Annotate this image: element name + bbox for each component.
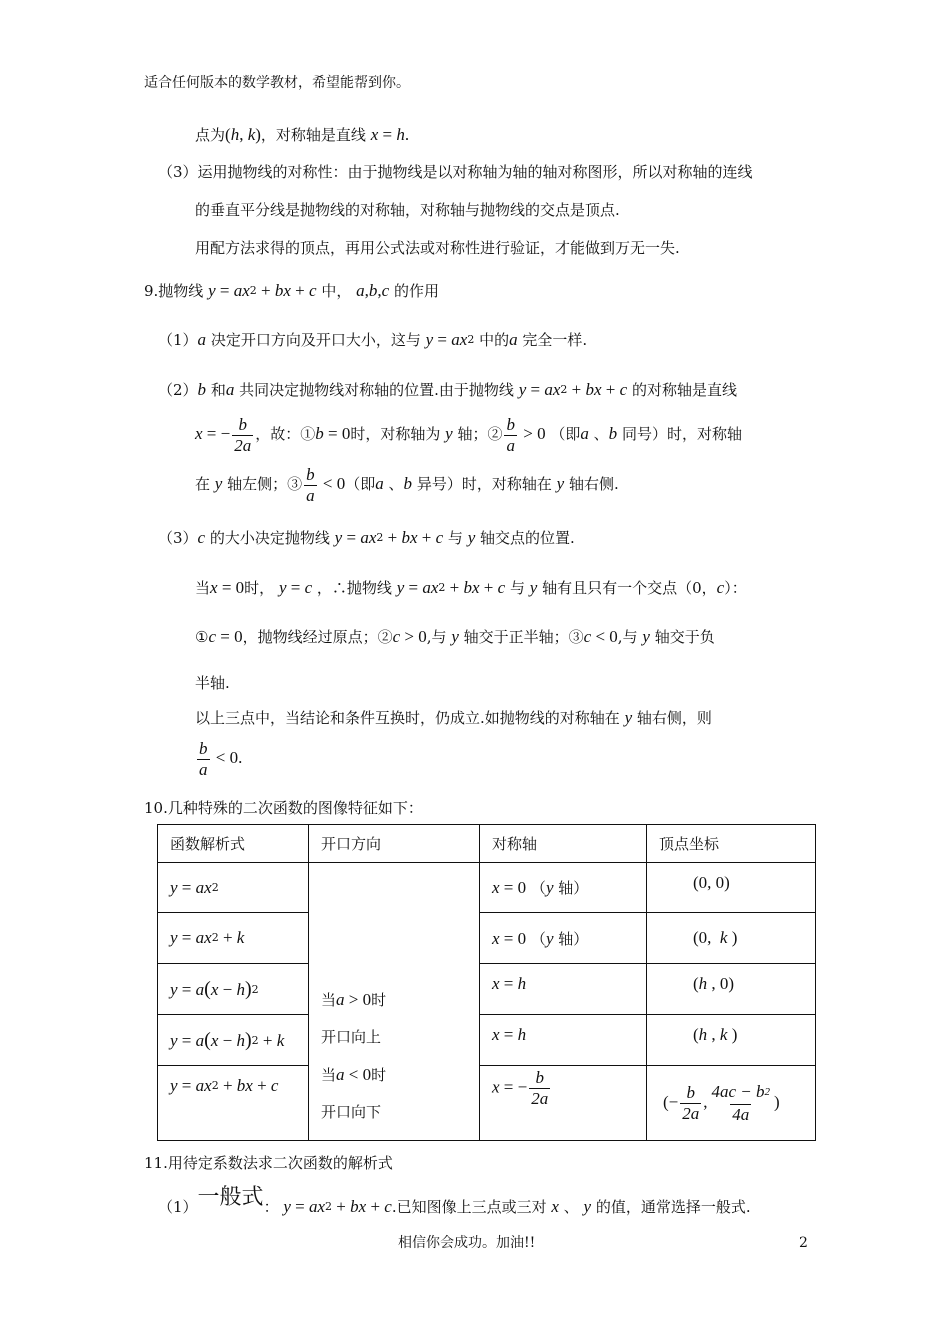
sec9-item3-line5: 以上三点中，当结论和条件互换时，仍成立.如抛物线的对称轴在 y 轴右侧，则 xyxy=(195,708,712,727)
page-header: 适合任何版本的数学教材，希望能帮到你。 xyxy=(144,75,410,91)
vertex-line: 点为(h, k)，对称轴是直线 x = h. xyxy=(195,125,410,144)
opening-cell: 当a > 0时 开口向上 当a < 0时 开口向下 xyxy=(309,863,480,1141)
table-cell: x = − $\frac{b}{2a}$ xyxy=(480,1066,647,1141)
table-cell: y = ax2 + bx + c xyxy=(158,1066,309,1141)
table-cell: y = a(x − h)2 + k xyxy=(158,1015,309,1066)
table-cell: (h , k ) xyxy=(647,1015,816,1066)
sec9-item2-line1: （2）b 和a 共同决定抛物线对称轴的位置.由于抛物线 y = ax2 + bx + c 的对称轴是直线 xyxy=(158,380,737,399)
quadratic-table xyxy=(157,824,816,1141)
sec8-item3-line2: 的垂直平分线是抛物线的对称轴，对称轴与抛物线的交点是顶点. xyxy=(195,201,620,219)
table-cell: (h , 0) xyxy=(647,964,816,1015)
table-cell: (0, 0) xyxy=(647,863,816,913)
table-cell: y = ax2 xyxy=(158,863,309,913)
sec8-item3-line3: 用配方法求得的顶点，再用公式法或对称性进行验证，才能做到万无一失. xyxy=(195,239,680,257)
table-cell: y = ax2 + k xyxy=(158,913,309,964)
sec10-title: 10.几种特殊的二次函数的图像特征如下： xyxy=(144,799,423,817)
page-number: 2 xyxy=(799,1235,808,1251)
sec9-item2-line3: 在 y 轴左侧；③ $\frac{b}{a}$ < 0（即a 、b 异号）时，对称轴在 y 轴右侧. xyxy=(195,464,619,505)
table-cell: x = h xyxy=(480,964,647,1015)
table-cell: x = 0 （y 轴） xyxy=(480,863,647,913)
sec8-item3-line1: （3）运用抛物线的对称性：由于抛物线是以对称轴为轴的轴对称图形，所以对称轴的连线 xyxy=(158,163,753,181)
sec9-item1: （1）a 决定开口方向及开口大小，这与 y = ax2 中的a 完全一样. xyxy=(158,330,588,349)
table-cell: y = a(x − h)2 xyxy=(158,964,309,1015)
sec9-item3-line2: 当x = 0时， y = c ，∴抛物线 y = ax2 + bx + c 与 y 轴有且只有一个交点（0，c）： xyxy=(195,578,747,597)
table-cell: x = h xyxy=(480,1015,647,1066)
page-footer: 相信你会成功。加油!! xyxy=(398,1235,536,1251)
table-cell: (0, k ) xyxy=(647,913,816,964)
sec9-item3-line4: 半轴. xyxy=(195,674,230,692)
table-header: 开口方向 xyxy=(309,825,480,863)
table-cell: (− $\frac{b}{2a}$ , $\frac{4ac - b2}{4a}$ ) xyxy=(647,1066,816,1141)
table-header: 对称轴 xyxy=(480,825,647,863)
table-cell: x = 0 （y 轴） xyxy=(480,913,647,964)
table-header: 顶点坐标 xyxy=(647,825,816,863)
sec9-item2-line2: x = − $\frac{b}{2a}$ ，故：①b = 0时，对称轴为 y 轴；② $\frac{b}{a}$ > 0 （即a 、b 同号）时，对称轴 xyxy=(195,414,742,455)
sec9-item3-line6: $\frac{b}{a}$ < 0. xyxy=(199,738,243,779)
table-header: 函数解析式 xyxy=(158,825,309,863)
sec9-item3-line1: （3）c 的大小决定抛物线 y = ax2 + bx + c 与 y 轴交点的位置. xyxy=(158,528,575,547)
sec9-title: 9.抛物线 y = ax2 + bx + c 中， a,b,c 的作用 xyxy=(144,281,439,300)
sec9-item3-line3: ①c = 0，抛物线经过原点；②c > 0,与 y 轴交于正半轴；③c < 0,与 y 轴交于负 xyxy=(195,627,715,646)
sec11-title: 11.用待定系数法求二次函数的解析式 xyxy=(144,1154,393,1172)
sec11-item1: （1）一般式： y = ax2 + bx + c.已知图像上三点或三对 x 、 y 的值，通常选择一般式. xyxy=(158,1185,751,1216)
